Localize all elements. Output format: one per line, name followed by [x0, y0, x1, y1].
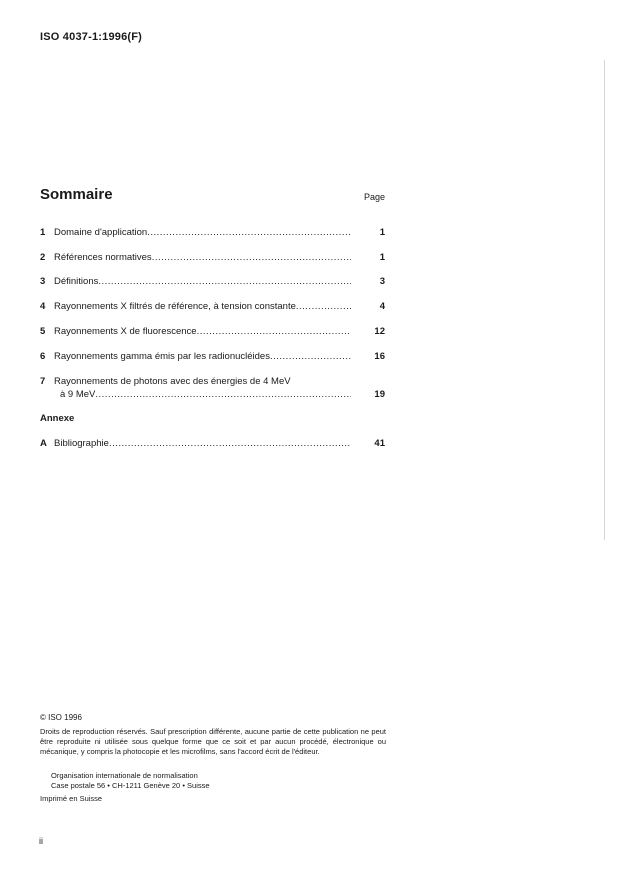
toc-entry-page: 4 [379, 301, 385, 312]
toc-entry-title-line1: Rayonnements de photons avec des énergies de 4 MeV [54, 376, 291, 387]
toc-entry-title: Références normatives [54, 252, 152, 263]
toc-entry-page: 41 [374, 438, 385, 449]
toc-entry-number: 4 [40, 301, 46, 312]
toc-entry-page: 19 [374, 389, 385, 400]
scan-edge-line [604, 60, 605, 540]
leader-dots [95, 389, 351, 400]
toc-entry-title: Rayonnements X de fluorescence [54, 326, 197, 337]
toc-entry-number: 5 [40, 326, 46, 337]
leader-dots [147, 227, 351, 238]
toc-entry-page: 3 [379, 276, 385, 287]
toc-entry-number: 7 [40, 376, 46, 387]
publisher-info [51, 771, 210, 791]
copyright-notice: © ISO 1996 [40, 713, 82, 722]
org-name: Organisation internationale de normalisation [51, 771, 198, 780]
toc-entry-page: 16 [374, 351, 385, 362]
toc-entry-title: Rayonnements gamma émis par les radionucléides [54, 351, 270, 362]
toc-entry-title: Définitions [54, 276, 99, 287]
toc-entry-number: A [40, 438, 47, 449]
page-number: ii [39, 836, 43, 846]
leader-dots [270, 351, 351, 362]
toc-entry-page: 12 [374, 326, 385, 337]
printed-in: Imprimé en Suisse [40, 794, 103, 803]
toc-entry-title: Domaine d'application [54, 227, 148, 238]
toc-entry-number: 2 [40, 252, 46, 263]
toc-entry[interactable] [40, 376, 385, 400]
annex-heading: Annexe [40, 413, 75, 424]
toc-title: Sommaire [40, 186, 113, 203]
toc-entry-title-line2: à 9 MeV [60, 389, 96, 400]
document-id: ISO 4037-1:1996(F) [40, 31, 143, 43]
leader-dots [197, 326, 351, 337]
org-address: Case postale 56 • CH-1211 Genève 20 • Suisse [51, 781, 210, 790]
leader-dots [152, 252, 351, 263]
leader-dots [98, 276, 351, 287]
toc-entry-number: 1 [40, 227, 46, 238]
toc-entry-title: Rayonnements X filtrés de référence, à tension constante [54, 301, 296, 312]
leader-dots [296, 301, 351, 312]
toc-entry-number: 6 [40, 351, 46, 362]
toc-entry-page: 1 [379, 227, 385, 238]
toc-entry-title: Bibliographie [54, 438, 109, 449]
toc-entry-page: 1 [379, 252, 385, 263]
toc-entry-number: 3 [40, 276, 46, 287]
leader-dots [109, 438, 351, 449]
toc-page-column-label: Page [364, 192, 386, 202]
rights-statement: Droits de reproduction réservés. Sauf prescription différente, aucune partie de cette publication ne peut être reproduite ni utilisée sous quelque forme que ce soit et par aucun procédé, électronique ou mécanique, y compris la photocopie et les microfilms, sans l'accord écrit de l'éditeur. [40, 727, 386, 756]
